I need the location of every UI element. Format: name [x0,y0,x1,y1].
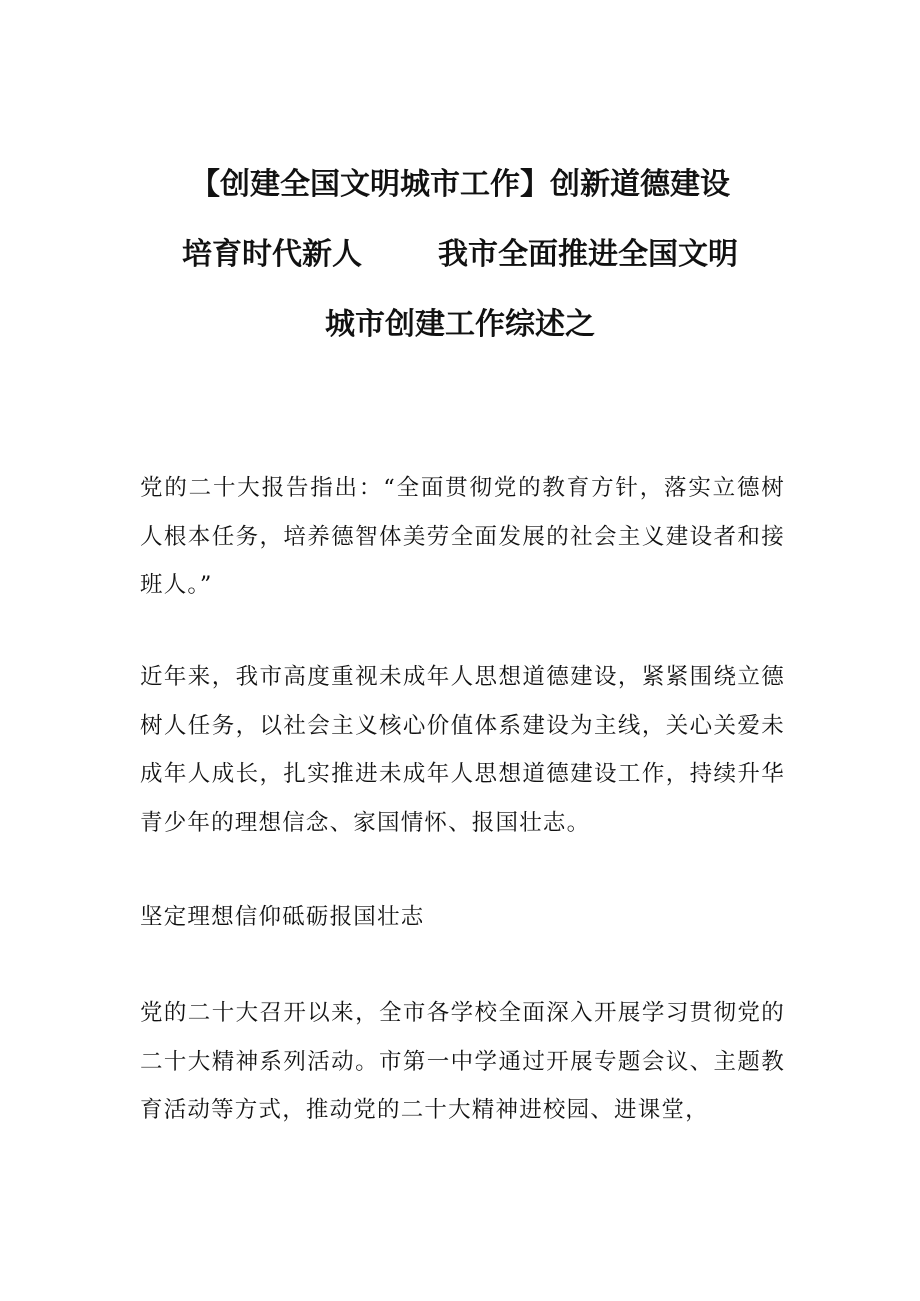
title-line-2-part-b: 我市全面推进全国文明 [438,237,738,272]
title-line-1: 【创建全国文明城市工作】创新道德建设 [190,167,730,202]
title-line-2-part-a: 培育时代新人 [182,237,362,272]
paragraph-body: 党的二十大召开以来，全市各学校全面深入开展学习贯彻党的二十大精神系列活动。市第一中学通过开展专题会议、主题教育活动等方式，推动党的二十大精神进校园、进课堂， [140,1000,785,1123]
title-line-3: 城市创建工作综述之 [325,307,595,342]
title-line-2 [120,220,800,290]
document-title [120,150,800,360]
paragraph-intro: 近年来，我市高度重视未成年人思想道德建设，紧紧围绕立德树人任务，以社会主义核心价值体系建设为主线，关心关爱未成年人成长，扎实推进未成年人思想道德建设工作，持续升华青少年的理想信念、家国情怀、报国壮志。 [140,664,785,836]
section-heading: 坚定理想信仰砥砺报国壮志 [140,904,425,930]
paragraph-quote: 党的二十大报告指出：“全面贯彻党的教育方针，落实立德树人根本任务，培养德智体美劳全面发展的社会主义建设者和接班人。” [140,475,785,598]
